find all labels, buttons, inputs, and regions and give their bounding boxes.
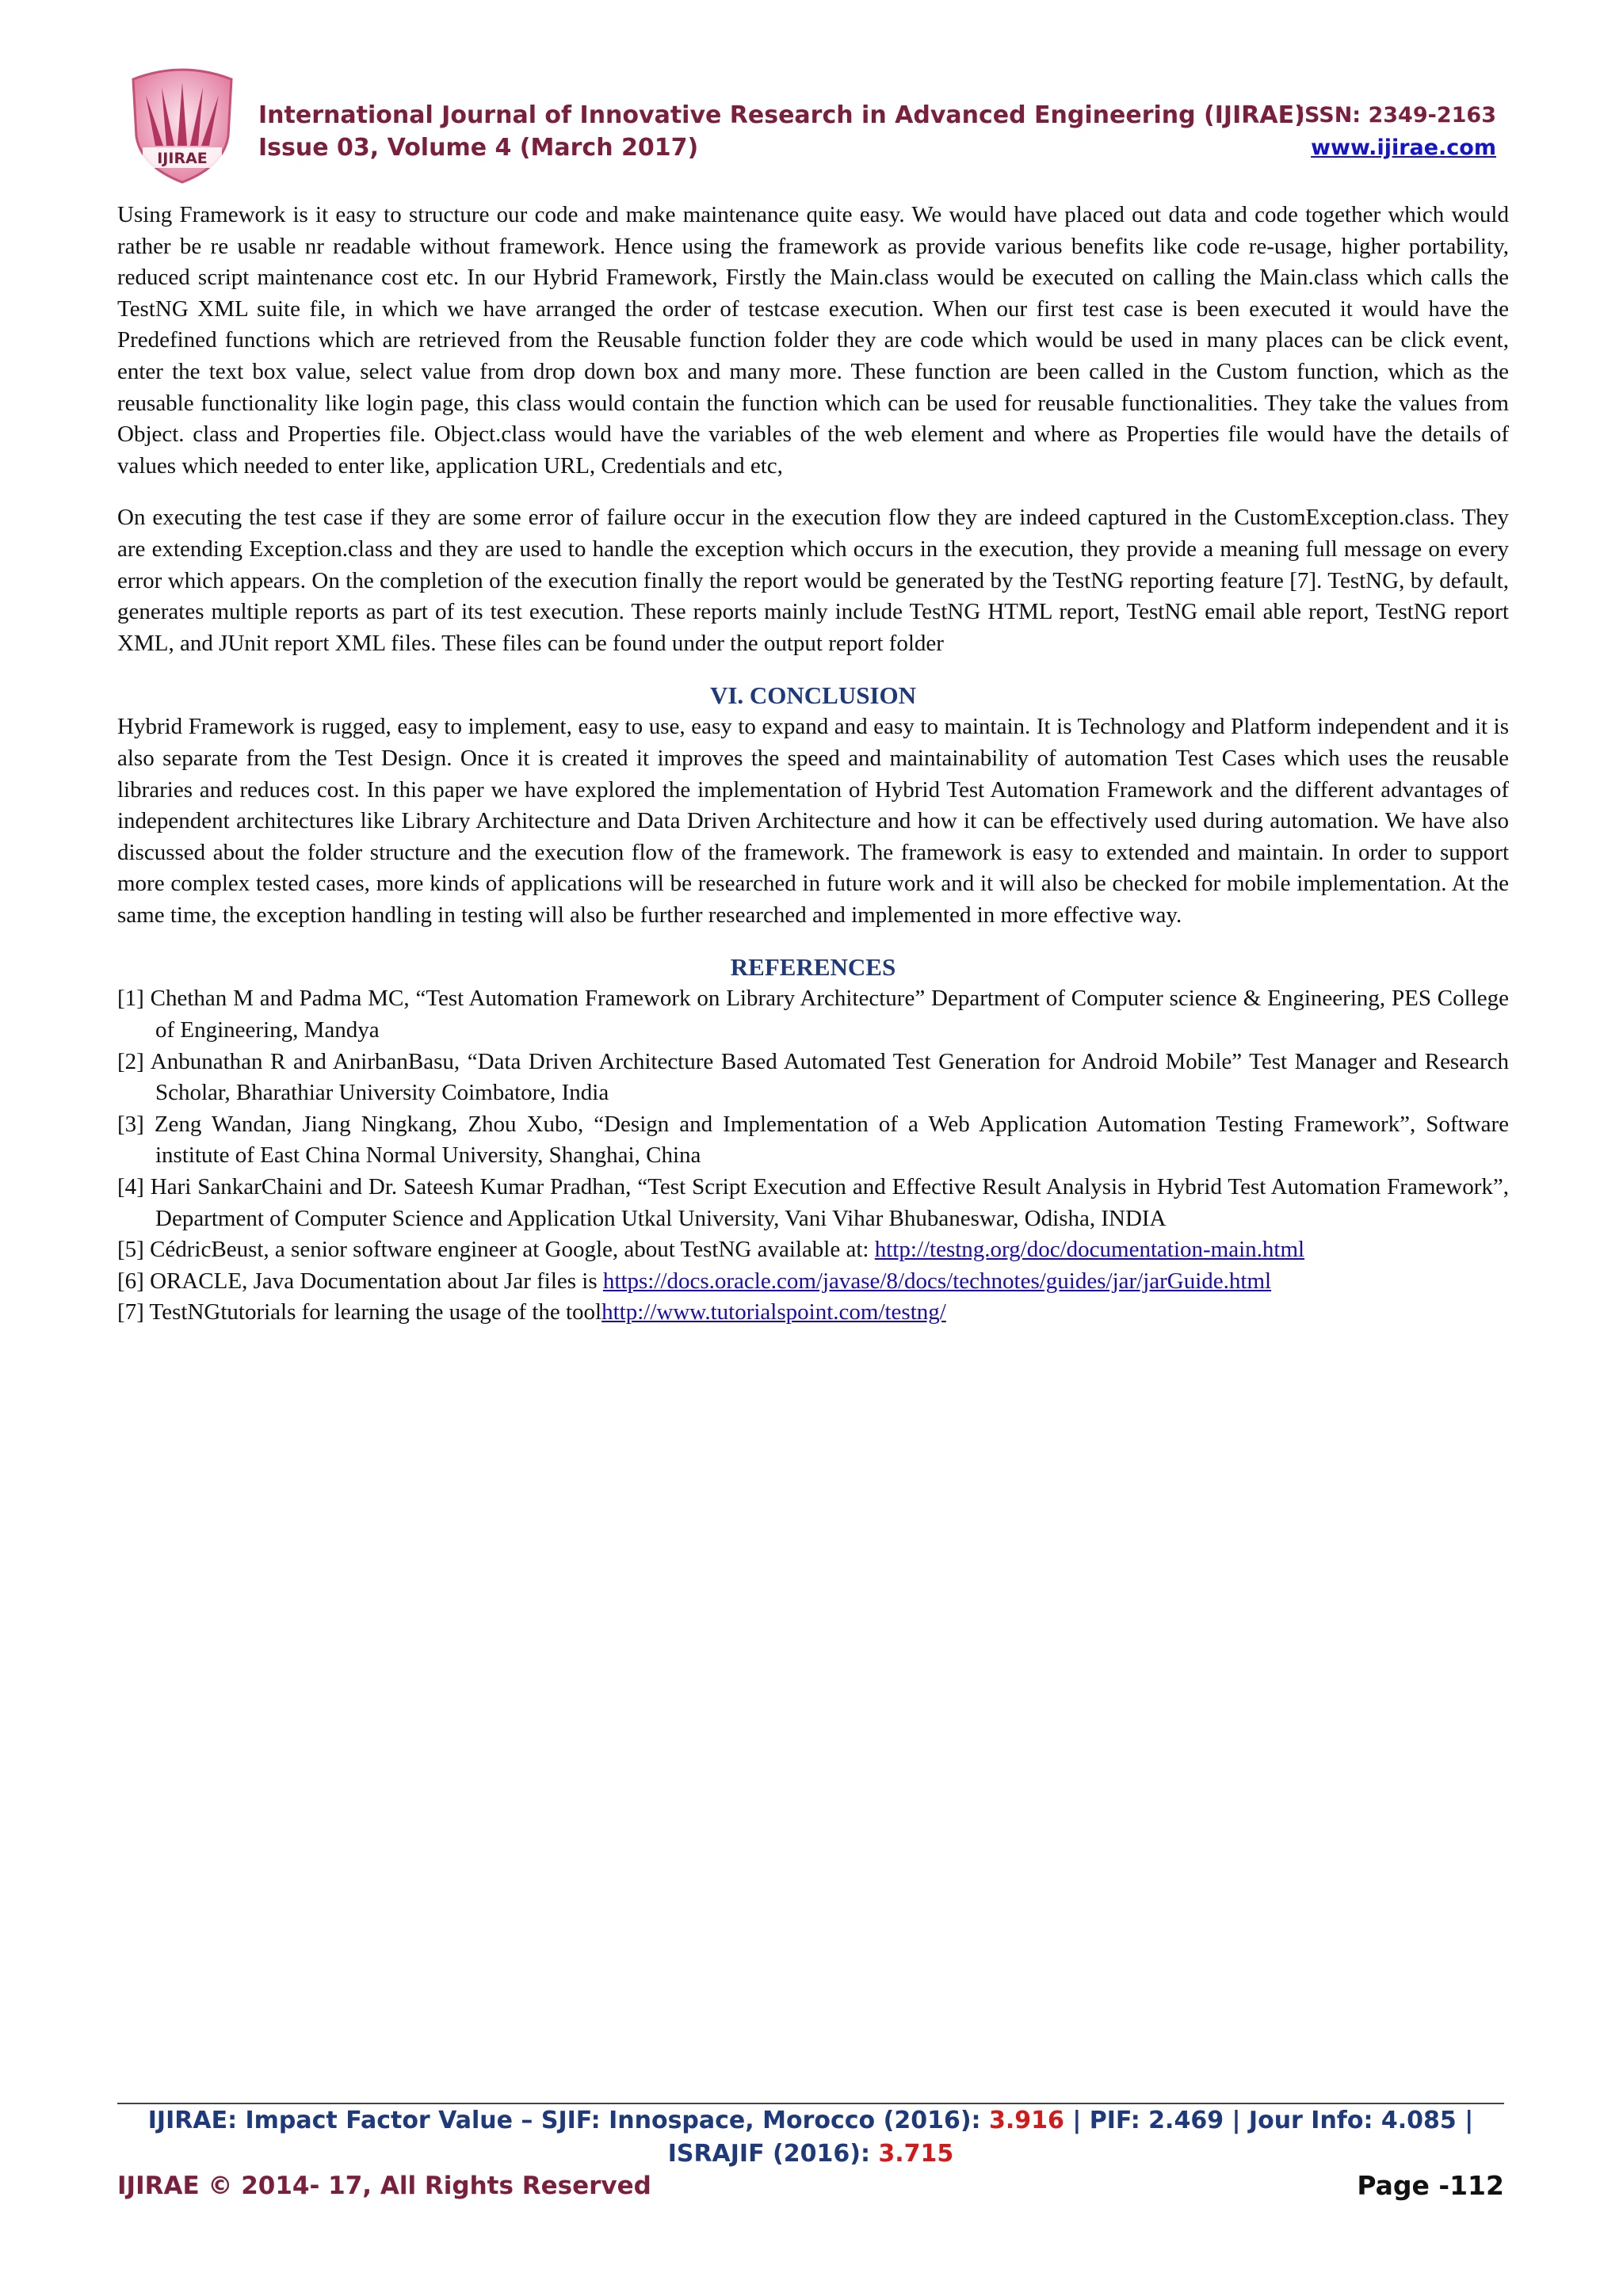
reference-item [117, 1172, 1509, 1234]
reference-link[interactable]: http://testng.org/doc/documentation-main.html [874, 1237, 1305, 1263]
reference-link[interactable]: http://www.tutorialspoint.com/testng/ [601, 1299, 946, 1325]
reference-text: [7] TestNGtutorials for learning the usage of the tool [117, 1299, 602, 1325]
reference-item [117, 1297, 1509, 1329]
paragraph-gap [117, 482, 1509, 502]
paragraph-exception: On executing the test case if they are some error of failure occur in the execution flow they are indeed captured in the CustomException.class. They are extending Exception.class and they are used to handle the exception which occurs in the execution, they provide a meaning full message on every error which appears. On the completion of the execution finally the report would be generated by the TestNG reporting feature [7]. TestNG, by default, generates multiple reports as part of its test execution. These reports mainly include TestNG HTML report, TestNG email able report, TestNG report XML, and JUnit report XML files. These files can be found under the output report folder [117, 505, 1509, 656]
journal-url-link[interactable]: www.ijirae.com [1311, 135, 1496, 160]
journal-title: International Journal of Innovative Research in Advanced Engineering (IJIRAE) [258, 101, 1305, 129]
reference-item [117, 1047, 1509, 1109]
impact-prefix: IJIRAE: Impact Factor Value – SJIF: Innospace, Morocco (2016): [147, 2107, 989, 2134]
reference-text: [6] ORACLE, Java Documentation about Jar files is [117, 1268, 603, 1294]
reference-list [117, 983, 1509, 1329]
issn: ISSN: 2349-2163 [1296, 103, 1496, 128]
sjif-value: 3.916 [988, 2107, 1064, 2134]
reference-item [117, 1266, 1509, 1298]
reference-text: [5] CédricBeust, a senior software engineer at Google, about TestNG available at: [117, 1237, 875, 1263]
reference-text: [1] Chethan M and Padma MC, “Test Automation Framework on Library Architecture” Department of Computer science & Engineering, PES College of Engineering, Mandya [117, 986, 1509, 1043]
section-gap [117, 659, 1509, 680]
issue-info: Issue 03, Volume 4 (March 2017) [258, 134, 699, 162]
paragraph-framework: Using Framework is it easy to structure our code and make maintenance quite easy. We would have placed out data and code together which would rather be re usable nr readable without framework. Hence using the framework as provide various benefits like code re-usage, higher portability, reduced script maintenance cost etc. In our Hybrid Framework, Firstly the Main.class would be executed on calling the Main.class which calls the TestNG XML suite file, in which we have arranged the order of testcase execution. When our first test case is been executed it would have the Predefined functions which are retrieved from the Reusable function folder they are code which would be used in many places can be click event, enter the text box value, select value from drop down box and many more. These function are been called in the Custom function, which as the reusable functionality like login page, this class would contain the function which can be used for reusable functionalities. They take the values from Object. class and Properties file. Object.class would have the variables of the web element and where as Properties file would have the details of values which needed to enter like, application URL, Credentials and etc, [117, 202, 1509, 479]
svg-text:IJIRAE: IJIRAE [157, 150, 208, 167]
reference-item [117, 983, 1509, 1046]
israjif-value: 3.715 [878, 2140, 954, 2168]
reference-text: [4] Hari SankarChaini and Dr. Sateesh Kumar Pradhan, “Test Script Execution and Effective Result Analysis in Hybrid Test Automation Framework”, Department of Computer Science and Application Utkal University, Vani Vihar Bhubaneswar, Odisha, INDIA [117, 1174, 1509, 1231]
section-gap [117, 931, 1509, 952]
israjif-prefix: ISRAJIF (2016): [667, 2140, 879, 2168]
reference-link[interactable]: https://docs.oracle.com/javase/8/docs/technotes/guides/jar/jarGuide.html [602, 1268, 1272, 1294]
copyright: IJIRAE © 2014- 17, All Rights Reserved [117, 2172, 651, 2200]
impact-factor-line [117, 2104, 1504, 2171]
reference-text: [3] Zeng Wandan, Jiang Ningkang, Zhou Xubo, “Design and Implementation of a Web Application Automation Testing Framework”, Software institute of East China Normal University, Shanghai, China [117, 1111, 1509, 1169]
impact-suffix: | PIF: 2.469 | Jour Info: 4.085 | [1064, 2107, 1474, 2134]
article-body [117, 200, 1509, 1329]
references-heading: REFERENCES [730, 953, 896, 982]
reference-item [117, 1234, 1509, 1266]
conclusion-heading: VI. CONCLUSION [709, 681, 917, 710]
reference-item [117, 1109, 1509, 1172]
ijirae-logo-icon [119, 63, 246, 190]
page-number: Page -112 [1357, 2170, 1504, 2201]
paragraph-conclusion: Hybrid Framework is rugged, easy to implement, easy to use, easy to expand and easy to maintain. It is Technology and Platform independent and it is also separate from the Test Design. Once it is created it improves the speed and maintainability of automation Test Cases which uses the reusable libraries and reduces cost. In this paper we have explored the implementation of Hybrid Test Automation Framework and the different advantages of independent architectures like Library Architecture and Data Driven Architecture and how it can be effectively used during automation. We have also discussed about the folder structure and the execution flow of the framework. The framework is easy to extended and maintain. In order to support more complex tested cases, more kinds of applications will be researched in future work and it will also be checked for mobile implementation. At the same time, the exception handling in testing will also be further researched and implemented in more effective way. [117, 714, 1509, 928]
reference-text: [2] Anbunathan R and AnirbanBasu, “Data Driven Architecture Based Automated Test Generation for Android Mobile” Test Manager and Research Scholar, Bharathiar University Coimbatore, India [117, 1048, 1509, 1106]
